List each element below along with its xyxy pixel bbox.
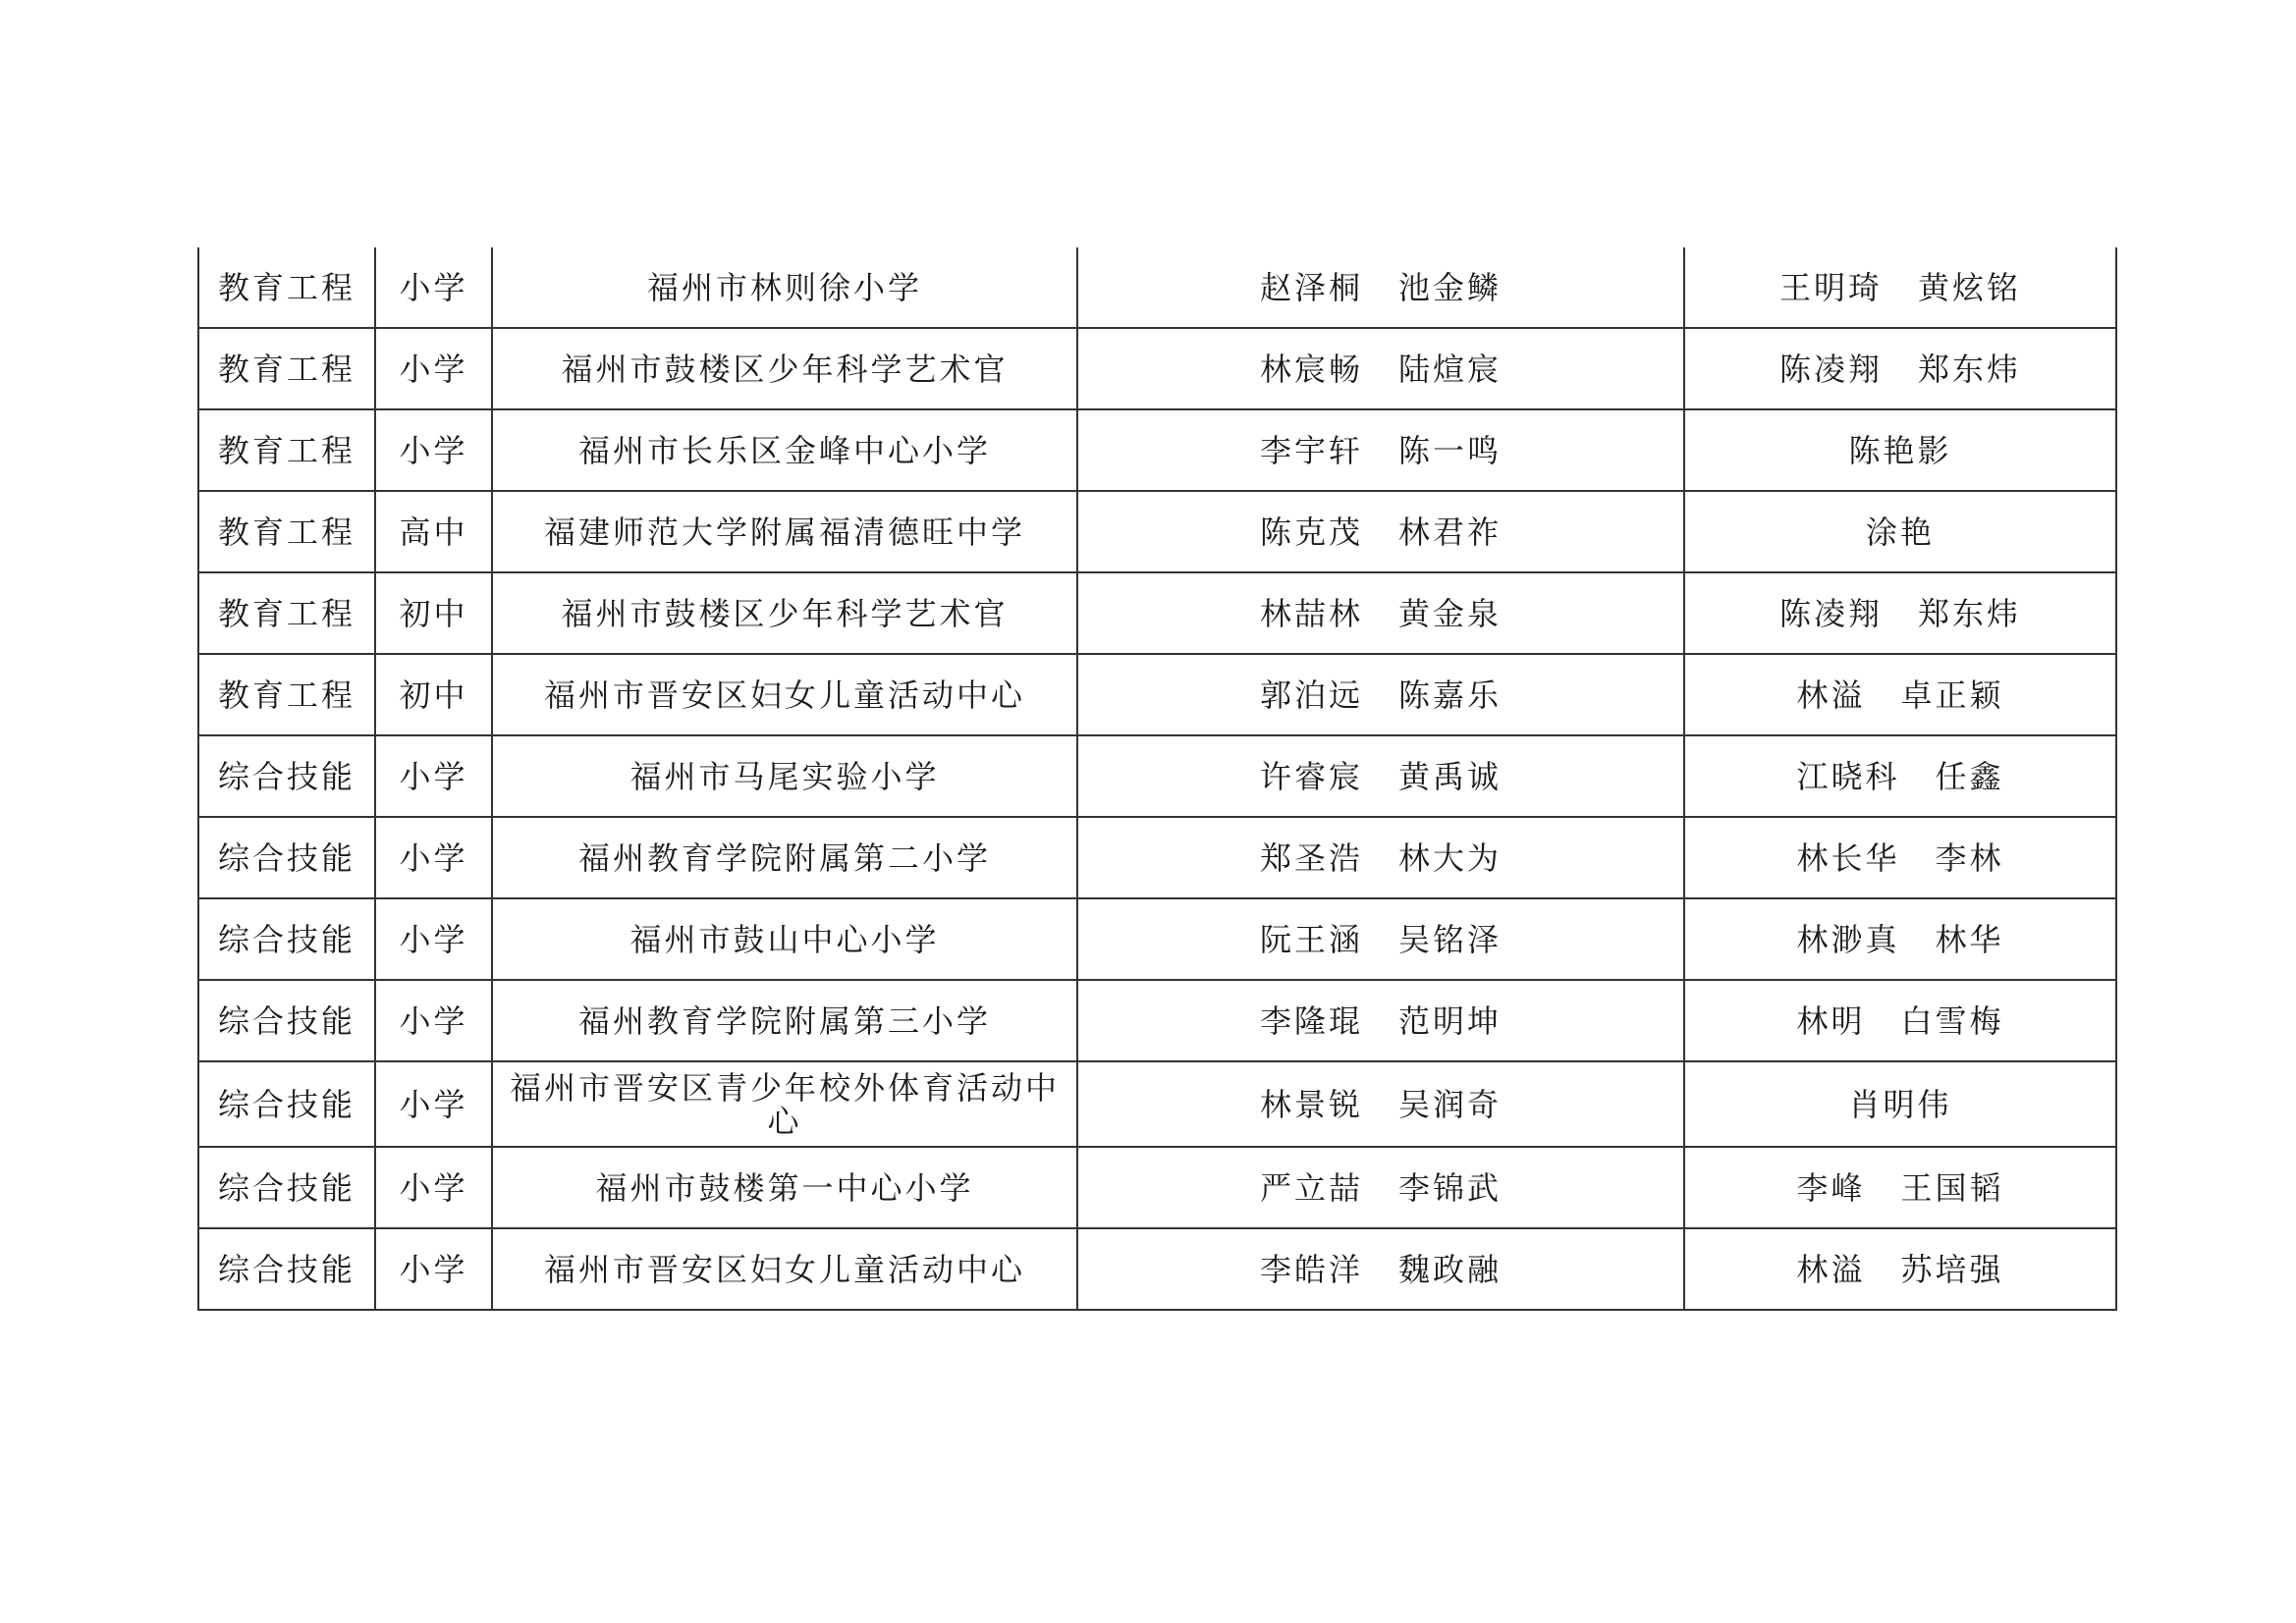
school-cell: 福州市晋安区妇女儿童活动中心 xyxy=(492,1228,1077,1310)
teachers-cell xyxy=(1684,572,2116,654)
teacher-name: 林渺真 xyxy=(1796,920,1900,958)
student-name: 李隆琨 xyxy=(1259,1001,1363,1040)
teachers-cell xyxy=(1684,1147,2116,1228)
teacher-name: 白雪梅 xyxy=(1900,1001,2004,1040)
category-cell: 教育工程 xyxy=(198,572,375,654)
student-name: 阮王涵 xyxy=(1259,920,1363,958)
level-cell: 小学 xyxy=(375,817,492,898)
students-cell xyxy=(1077,654,1684,735)
school-cell: 福州市林则徐小学 xyxy=(492,247,1077,328)
category-cell: 教育工程 xyxy=(198,409,375,491)
teachers-cell xyxy=(1684,1061,2116,1147)
category-cell: 综合技能 xyxy=(198,980,375,1061)
school-cell: 福州教育学院附属第二小学 xyxy=(492,817,1077,898)
student-name: 陈嘉乐 xyxy=(1398,676,1503,714)
category-cell: 综合技能 xyxy=(198,817,375,898)
teacher-name: 郑东炜 xyxy=(1918,594,2022,632)
level-cell: 初中 xyxy=(375,572,492,654)
award-table xyxy=(197,247,2117,1311)
student-name: 林景锐 xyxy=(1259,1085,1363,1123)
table-row xyxy=(198,1061,2116,1147)
table-row xyxy=(198,1147,2116,1228)
category-cell: 教育工程 xyxy=(198,328,375,409)
student-name: 魏政融 xyxy=(1398,1250,1503,1288)
teacher-name: 黄炫铭 xyxy=(1918,268,2022,306)
student-name: 池金鳞 xyxy=(1398,268,1503,306)
teacher-name: 林明 xyxy=(1796,1001,1866,1040)
students-cell xyxy=(1077,1147,1684,1228)
students-cell xyxy=(1077,1061,1684,1147)
table-row xyxy=(198,735,2116,817)
student-name: 陈克茂 xyxy=(1259,513,1363,551)
teacher-name: 王国韬 xyxy=(1900,1168,2004,1207)
category-cell: 综合技能 xyxy=(198,1228,375,1310)
student-name: 李锦武 xyxy=(1398,1168,1503,1207)
student-name: 许睿宸 xyxy=(1259,757,1363,795)
student-name: 范明坤 xyxy=(1398,1001,1503,1040)
table-row xyxy=(198,409,2116,491)
teachers-cell xyxy=(1684,409,2116,491)
school-cell: 福州市晋安区青少年校外体育活动中心 xyxy=(492,1061,1077,1147)
table-row xyxy=(198,980,2116,1061)
table-row xyxy=(198,328,2116,409)
student-name: 赵泽桐 xyxy=(1259,268,1363,306)
table-body xyxy=(198,247,2116,1310)
level-cell: 小学 xyxy=(375,409,492,491)
students-cell xyxy=(1077,247,1684,328)
teachers-cell xyxy=(1684,491,2116,572)
table-row xyxy=(198,898,2116,980)
teacher-name: 林长华 xyxy=(1796,839,1900,877)
school-cell: 福州市鼓楼区少年科学艺术官 xyxy=(492,572,1077,654)
level-cell: 小学 xyxy=(375,1147,492,1228)
category-cell: 教育工程 xyxy=(198,654,375,735)
student-name: 吴润奇 xyxy=(1398,1085,1503,1123)
category-cell: 综合技能 xyxy=(198,898,375,980)
student-name: 李宇轩 xyxy=(1259,431,1363,469)
teachers-cell xyxy=(1684,1228,2116,1310)
teacher-name: 涂艳 xyxy=(1865,513,1935,551)
table-row xyxy=(198,817,2116,898)
students-cell xyxy=(1077,980,1684,1061)
teacher-name: 任鑫 xyxy=(1935,757,2004,795)
students-cell xyxy=(1077,817,1684,898)
teacher-name: 李林 xyxy=(1935,839,2004,877)
student-name: 吴铭泽 xyxy=(1398,920,1503,958)
school-cell: 福州市晋安区妇女儿童活动中心 xyxy=(492,654,1077,735)
table-row xyxy=(198,491,2116,572)
student-name: 郭泊远 xyxy=(1259,676,1363,714)
teachers-cell xyxy=(1684,654,2116,735)
teachers-cell xyxy=(1684,817,2116,898)
student-name: 李皓洋 xyxy=(1259,1250,1363,1288)
students-cell xyxy=(1077,409,1684,491)
teachers-cell xyxy=(1684,328,2116,409)
student-name: 黄禹诚 xyxy=(1398,757,1503,795)
teacher-name: 江晓科 xyxy=(1796,757,1900,795)
teachers-cell xyxy=(1684,735,2116,817)
table-row xyxy=(198,1228,2116,1310)
category-cell: 教育工程 xyxy=(198,247,375,328)
teacher-name: 苏培强 xyxy=(1900,1250,2004,1288)
student-name: 陆煊宸 xyxy=(1398,350,1503,388)
school-cell: 福州市鼓楼区少年科学艺术官 xyxy=(492,328,1077,409)
level-cell: 小学 xyxy=(375,247,492,328)
students-cell xyxy=(1077,328,1684,409)
category-cell: 综合技能 xyxy=(198,735,375,817)
teacher-name: 卓正颖 xyxy=(1900,676,2004,714)
teachers-cell xyxy=(1684,980,2116,1061)
school-cell: 福州市鼓楼第一中心小学 xyxy=(492,1147,1077,1228)
teacher-name: 陈艳影 xyxy=(1848,431,1952,469)
student-name: 黄金泉 xyxy=(1398,594,1503,632)
students-cell xyxy=(1077,572,1684,654)
student-name: 林宸畅 xyxy=(1259,350,1363,388)
school-cell: 福州教育学院附属第三小学 xyxy=(492,980,1077,1061)
category-cell: 综合技能 xyxy=(198,1147,375,1228)
teachers-cell xyxy=(1684,898,2116,980)
level-cell: 小学 xyxy=(375,1228,492,1310)
teacher-name: 林华 xyxy=(1935,920,2004,958)
level-cell: 小学 xyxy=(375,328,492,409)
teacher-name: 王明琦 xyxy=(1778,268,1883,306)
level-cell: 高中 xyxy=(375,491,492,572)
school-cell: 福州市长乐区金峰中心小学 xyxy=(492,409,1077,491)
school-cell: 福州市鼓山中心小学 xyxy=(492,898,1077,980)
teacher-name: 陈凌翔 xyxy=(1778,594,1883,632)
students-cell xyxy=(1077,491,1684,572)
teacher-name: 肖明伟 xyxy=(1848,1085,1952,1123)
level-cell: 小学 xyxy=(375,735,492,817)
student-name: 林喆林 xyxy=(1259,594,1363,632)
level-cell: 小学 xyxy=(375,898,492,980)
teacher-name: 林溢 xyxy=(1796,676,1866,714)
student-name: 郑圣浩 xyxy=(1259,839,1363,877)
teacher-name: 陈凌翔 xyxy=(1778,350,1883,388)
student-name: 严立喆 xyxy=(1259,1168,1363,1207)
teachers-cell xyxy=(1684,247,2116,328)
teacher-name: 郑东炜 xyxy=(1918,350,2022,388)
category-cell: 教育工程 xyxy=(198,491,375,572)
school-cell: 福建师范大学附属福清德旺中学 xyxy=(492,491,1077,572)
level-cell: 小学 xyxy=(375,980,492,1061)
level-cell: 小学 xyxy=(375,1061,492,1147)
student-name: 陈一鸣 xyxy=(1398,431,1503,469)
category-cell: 综合技能 xyxy=(198,1061,375,1147)
student-name: 林大为 xyxy=(1398,839,1503,877)
school-cell: 福州市马尾实验小学 xyxy=(492,735,1077,817)
level-cell: 初中 xyxy=(375,654,492,735)
table-row xyxy=(198,572,2116,654)
table-row xyxy=(198,654,2116,735)
students-cell xyxy=(1077,1228,1684,1310)
student-name: 林君祚 xyxy=(1398,513,1503,551)
students-cell xyxy=(1077,898,1684,980)
table-row xyxy=(198,247,2116,328)
students-cell xyxy=(1077,735,1684,817)
teacher-name: 林溢 xyxy=(1796,1250,1866,1288)
teacher-name: 李峰 xyxy=(1796,1168,1866,1207)
